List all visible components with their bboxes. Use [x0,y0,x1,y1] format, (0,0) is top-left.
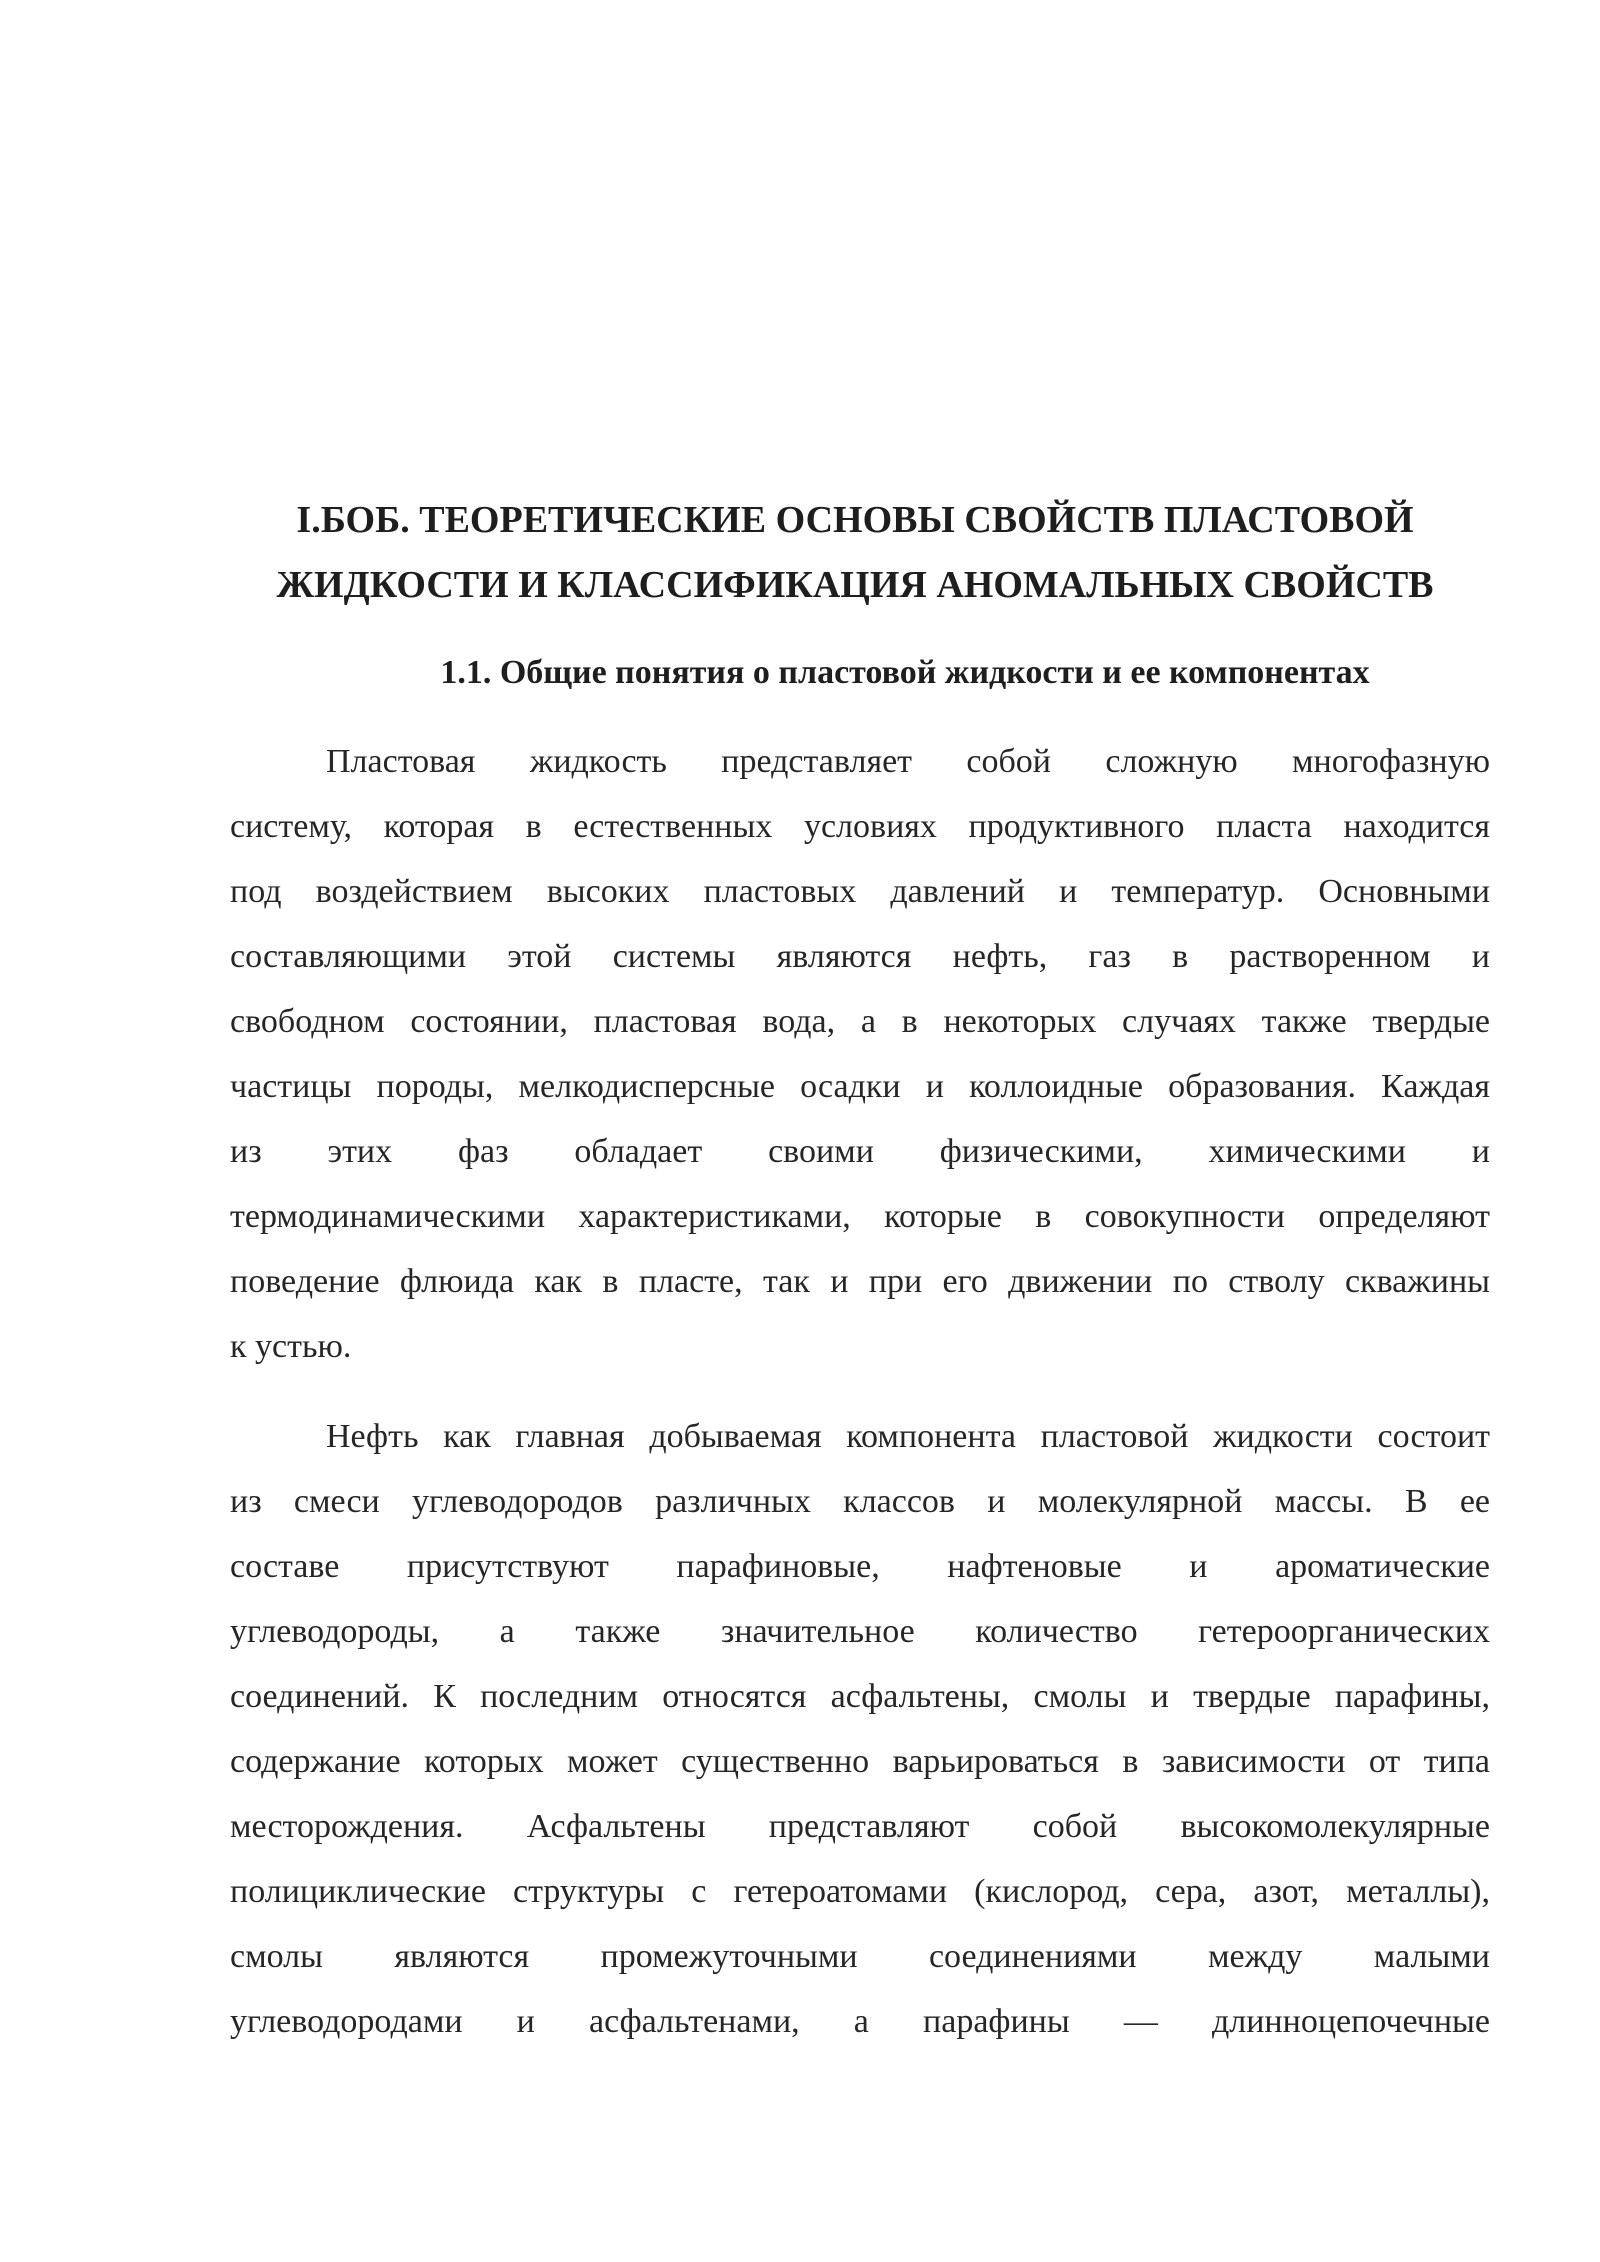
paragraph [230,729,1490,1379]
paragraph-line: поведение флюида как в пласте, так и при его движении по стволу скважины [230,1263,1490,1300]
paragraph-line: систему, которая в естественных условиях продуктивного пласта находится [230,808,1490,845]
paragraph-line: содержание которых может существенно варьироваться в зависимости от типа [230,1743,1490,1780]
paragraph-line: из этих фаз обладает своими физическими, химическими и [230,1133,1490,1170]
paragraph-line: составе присутствуют парафиновые, нафтеновые и ароматические [230,1548,1490,1585]
chapter-title-line: ЖИДКОСТИ И КЛАССИФИКАЦИЯ АНОМАЛЬНЫХ СВОЙСТВ [276,564,1434,606]
paragraph-line: полициклические структуры с гетероатомами (кислород, сера, азот, металлы), [230,1873,1490,1910]
paragraph-line: смолы являются промежуточными соединениями между малыми [230,1938,1490,1975]
paragraph [230,1404,1490,2054]
paragraph-line: Нефть как главная добываемая компонента пластовой жидкости состоит [326,1418,1490,1455]
chapter-title [230,488,1480,618]
chapter-title-line: I.БОБ. ТЕОРЕТИЧЕСКИЕ ОСНОВЫ СВОЙСТВ ПЛАСТОВОЙ [296,499,1414,541]
paragraph-line: соединений. К последним относятся асфальтены, смолы и твердые парафины, [230,1678,1490,1715]
paragraph-line: к устью. [230,1328,352,1365]
section-title: 1.1. Общие понятия о пластовой жидкости и ее компонентах [440,654,1370,691]
paragraph-line: из смеси углеводородов различных классов и молекулярной массы. В ее [230,1483,1490,1520]
paragraph-line: Пластовая жидкость представляет собой сложную многофазную [326,743,1490,780]
paragraph-line: углеводороды, а также значительное количество гетероорганических [230,1613,1490,1650]
paragraph-line: составляющими этой системы являются нефть, газ в растворенном и [230,938,1490,975]
paragraph-line: под воздействием высоких пластовых давлений и температур. Основными [230,873,1490,910]
paragraph-line: частицы породы, мелкодисперсные осадки и коллоидные образования. Каждая [230,1068,1490,1105]
paragraph-line: углеводородами и асфальтенами, а парафины — длинноцепочечные [230,2003,1490,2040]
paragraph-line: термодинамическими характеристиками, которые в совокупности определяют [230,1198,1490,1235]
paragraph-line: свободном состоянии, пластовая вода, а в некоторых случаях также твердые [230,1003,1490,1040]
paragraph-line: месторождения. Асфальтены представляют собой высокомолекулярные [230,1808,1490,1845]
